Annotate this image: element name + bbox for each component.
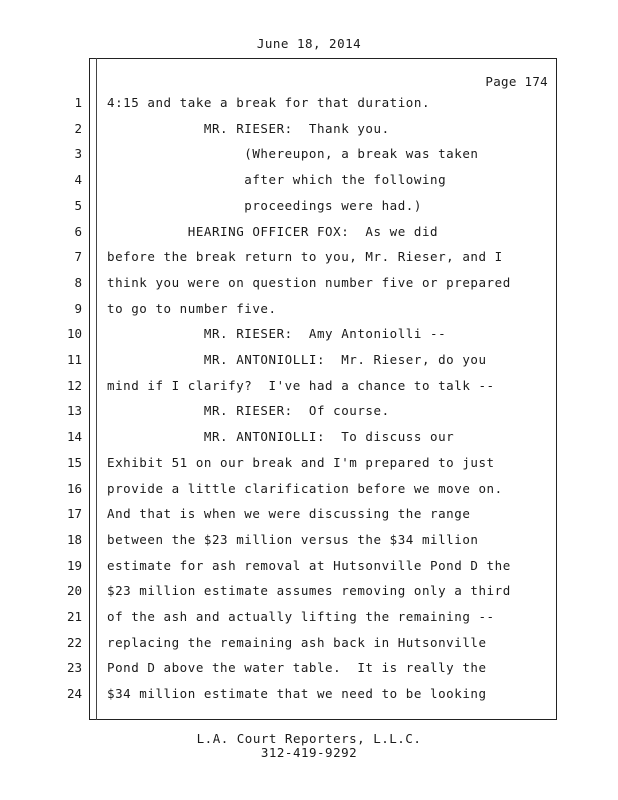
transcript-line <box>0 219 618 245</box>
transcript-line <box>0 116 618 142</box>
transcript-line <box>0 527 618 553</box>
line-number: 4 <box>74 172 82 188</box>
line-number: 8 <box>74 274 82 290</box>
line-text: estimate for ash removal at Hutsonville Pond D the <box>107 557 511 573</box>
transcript-line <box>0 450 618 476</box>
line-number: 19 <box>66 557 82 573</box>
reporter-company: L.A. Court Reporters, L.L.C. <box>196 731 422 746</box>
transcript-line <box>0 296 618 322</box>
line-number: 16 <box>66 480 82 496</box>
line-text: before the break return to you, Mr. Rieser, and I <box>107 249 503 265</box>
line-text: proceedings were had.) <box>107 197 422 213</box>
line-number: 5 <box>74 197 82 213</box>
line-text: replacing the remaining ash back in Hutsonville <box>107 634 487 650</box>
transcript-line <box>0 373 618 399</box>
transcript-line <box>0 501 618 527</box>
line-number: 9 <box>74 300 82 316</box>
transcript-line <box>0 321 618 347</box>
transcript-line <box>0 578 618 604</box>
page-number: Page 174 <box>485 74 548 89</box>
line-number: 14 <box>66 429 82 445</box>
transcript-line <box>0 90 618 116</box>
line-text: HEARING OFFICER FOX: As we did <box>107 223 439 239</box>
line-number: 2 <box>74 120 82 136</box>
line-number: 20 <box>66 583 82 599</box>
transcript-date: June 18, 2014 <box>256 36 362 51</box>
line-text: MR. RIESER: Thank you. <box>107 120 390 136</box>
transcript-line <box>0 270 618 296</box>
line-text: to go to number five. <box>107 300 277 316</box>
line-number: 18 <box>66 531 82 547</box>
transcript-line <box>0 604 618 630</box>
transcript-line <box>0 193 618 219</box>
transcript-line <box>0 630 618 656</box>
transcript-line <box>0 424 618 450</box>
line-number: 15 <box>66 454 82 470</box>
line-text: think you were on question number five or prepared <box>107 274 511 290</box>
line-text: Exhibit 51 on our break and I'm prepared to just <box>107 454 495 470</box>
transcript-line <box>0 476 618 502</box>
line-text: provide a little clarification before we move on. <box>107 480 503 496</box>
line-text: between the $23 million versus the $34 million <box>107 531 479 547</box>
transcript-line <box>0 553 618 579</box>
transcript-line <box>0 398 618 424</box>
line-text: MR. ANTONIOLLI: To discuss our <box>107 429 455 445</box>
reporter-phone: 312-419-9292 <box>260 745 358 760</box>
line-number: 17 <box>66 506 82 522</box>
line-number: 24 <box>66 686 82 702</box>
line-text: MR. RIESER: Of course. <box>107 403 390 419</box>
transcript-line <box>0 167 618 193</box>
line-number: 22 <box>66 634 82 650</box>
line-text: MR. RIESER: Amy Antoniolli -- <box>107 326 447 342</box>
line-text: 4:15 and take a break for that duration. <box>107 95 431 110</box>
line-number: 1 <box>74 95 82 110</box>
transcript-line <box>0 141 618 167</box>
line-text: mind if I clarify? I've had a chance to talk -- <box>107 377 495 393</box>
transcript-line <box>0 244 618 270</box>
line-text: $34 million estimate that we need to be looking <box>107 686 487 702</box>
line-number: 21 <box>66 609 82 624</box>
line-text: $23 million estimate assumes removing only a third <box>107 583 511 599</box>
line-text: of the ash and actually lifting the remaining -- <box>107 609 495 624</box>
line-number: 3 <box>74 146 82 162</box>
line-number: 12 <box>66 377 82 393</box>
line-number: 23 <box>66 660 82 676</box>
line-number: 11 <box>66 352 82 367</box>
line-text: MR. ANTONIOLLI: Mr. Rieser, do you <box>107 352 487 367</box>
line-number: 7 <box>74 249 82 265</box>
line-text: after which the following <box>107 172 447 188</box>
transcript-line <box>0 681 618 707</box>
line-text: Pond D above the water table. It is really the <box>107 660 487 676</box>
transcript-line <box>0 347 618 373</box>
line-number: 13 <box>66 403 82 419</box>
transcript-line <box>0 655 618 681</box>
line-text: And that is when we were discussing the range <box>107 506 471 522</box>
line-number: 10 <box>66 326 82 342</box>
line-text: (Whereupon, a break was taken <box>107 146 479 162</box>
line-number: 6 <box>74 223 82 239</box>
